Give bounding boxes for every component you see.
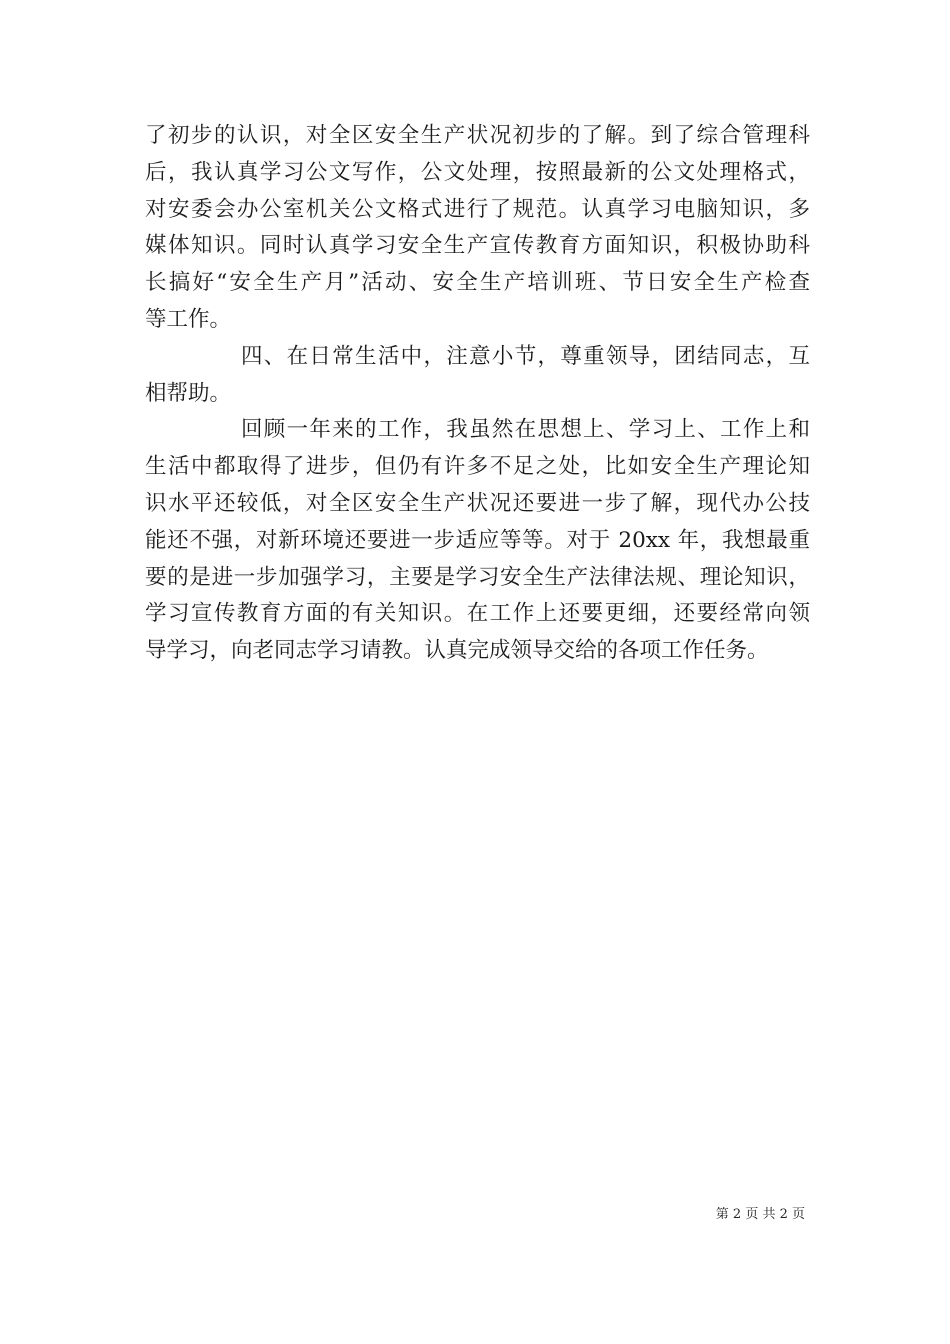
- text-line: 相帮助。: [145, 380, 232, 406]
- text-line: 长搞好“安全生产月”活动、安全生产培训班、节日安全生产检查: [145, 270, 810, 296]
- text-line: 了初步的认识，对全区安全生产状况初步的了解。到了综合管理科: [145, 123, 810, 148]
- text-line: 能还不强，对新环境还要进一步适应等等。对于 20xx 年，我想最重: [145, 527, 810, 553]
- text-line: 生活中都取得了进步，但仍有许多不足之处，比如安全生产理论知: [145, 454, 810, 480]
- text-line: 等工作。: [145, 306, 232, 332]
- document-body: [145, 118, 810, 670]
- paragraph-start-line: 回顾一年来的工作，我虽然在思想上、学习上、工作上和: [241, 417, 810, 443]
- text-line: 学习宣传教育方面的有关知识。在工作上还要更细，还要经常向领: [145, 601, 810, 627]
- text-line: 对安委会办公室机关公文格式进行了规范。认真学习电脑知识，多: [145, 196, 810, 222]
- text-line: 要的是进一步加强学习，主要是学习安全生产法律法规、理论知识，: [145, 564, 810, 590]
- text-line: 后，我认真学习公文写作，公文处理，按照最新的公文处理格式，: [145, 159, 810, 185]
- text-line: 识水平还较低，对全区安全生产状况还要进一步了解，现代办公技: [145, 490, 810, 516]
- text-line: 导学习，向老同志学习请教。认真完成领导交给的各项工作任务。: [145, 638, 769, 664]
- text-line: 媒体知识。同时认真学习安全生产宣传教育方面知识，积极协助科: [145, 233, 810, 259]
- page-number-footer: 第 2 页 共 2 页: [715, 1207, 805, 1222]
- paragraph-heading-line: 四、在日常生活中，注意小节，尊重领导，团结同志，互: [241, 343, 810, 369]
